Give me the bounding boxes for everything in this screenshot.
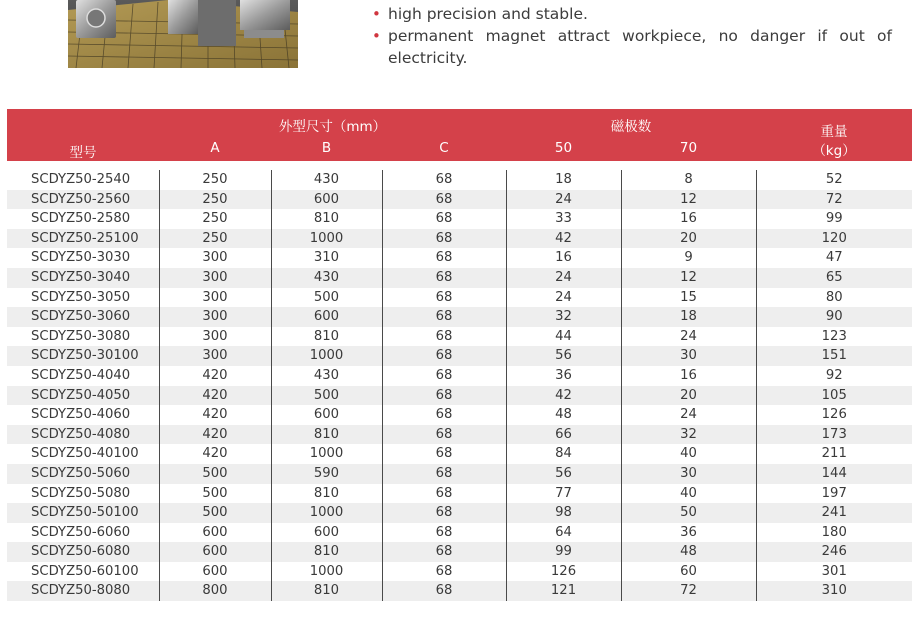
cell-c: 68: [382, 190, 506, 210]
cell-b: 310: [271, 248, 382, 268]
cell-weight: 80: [756, 288, 912, 308]
cell-model: SCDYZ50-40100: [7, 444, 159, 464]
cell-c: 68: [382, 581, 506, 601]
feature-list: [372, 3, 892, 69]
cell-p70: 16: [621, 366, 756, 386]
cell-c: 68: [382, 503, 506, 523]
cell-model: SCDYZ50-2560: [7, 190, 159, 210]
weight-header: [756, 109, 912, 161]
feature-text: permanent magnet attract workpiece, no danger if out of electricity.: [388, 27, 892, 67]
cell-a: 420: [159, 366, 271, 386]
cell-p70: 72: [621, 581, 756, 601]
cell-p50: 64: [506, 523, 621, 543]
cell-p70: 15: [621, 288, 756, 308]
cell-c: 68: [382, 307, 506, 327]
cell-a: 500: [159, 503, 271, 523]
magnetic-chuck-image: [68, 0, 298, 68]
cell-a: 300: [159, 346, 271, 366]
feature-item: [372, 3, 892, 25]
cell-p70: 50: [621, 503, 756, 523]
cell-a: 300: [159, 248, 271, 268]
cell-a: 500: [159, 464, 271, 484]
cell-p50: 48: [506, 405, 621, 425]
cell-a: 250: [159, 190, 271, 210]
dimensions-header: 外型尺寸（mm）: [159, 109, 506, 135]
cell-model: SCDYZ50-2580: [7, 209, 159, 229]
cell-b: 430: [271, 170, 382, 190]
cell-p50: 24: [506, 190, 621, 210]
cell-b: 600: [271, 190, 382, 210]
cell-model: SCDYZ50-8080: [7, 581, 159, 601]
cell-a: 800: [159, 581, 271, 601]
cell-model: SCDYZ50-5080: [7, 484, 159, 504]
cell-a: 300: [159, 327, 271, 347]
cell-model: SCDYZ50-4060: [7, 405, 159, 425]
cell-p50: 32: [506, 307, 621, 327]
cell-p50: 66: [506, 425, 621, 445]
cell-p50: 121: [506, 581, 621, 601]
cell-a: 420: [159, 405, 271, 425]
cell-c: 68: [382, 209, 506, 229]
cell-p70: 24: [621, 327, 756, 347]
poles-header: 磁极数: [506, 109, 756, 135]
cell-b: 590: [271, 464, 382, 484]
cell-p70: 32: [621, 425, 756, 445]
feature-text: high precision and stable.: [388, 5, 588, 23]
cell-c: 68: [382, 268, 506, 288]
cell-weight: 211: [756, 444, 912, 464]
cell-weight: 120: [756, 229, 912, 249]
cell-b: 810: [271, 484, 382, 504]
cell-c: 68: [382, 229, 506, 249]
cell-c: 68: [382, 366, 506, 386]
table-spacer: [7, 161, 912, 170]
cell-b: 810: [271, 581, 382, 601]
cell-model: SCDYZ50-25100: [7, 229, 159, 249]
cell-weight: 105: [756, 386, 912, 406]
spacer-cell: [7, 161, 912, 170]
cell-weight: 47: [756, 248, 912, 268]
cell-a: 600: [159, 523, 271, 543]
table-row: [7, 484, 912, 504]
cell-a: 300: [159, 268, 271, 288]
cell-weight: 92: [756, 366, 912, 386]
cell-weight: 310: [756, 581, 912, 601]
cell-model: SCDYZ50-5060: [7, 464, 159, 484]
cell-weight: 241: [756, 503, 912, 523]
cell-weight: 52: [756, 170, 912, 190]
cell-p70: 8: [621, 170, 756, 190]
cell-p50: 24: [506, 288, 621, 308]
cell-p70: 24: [621, 405, 756, 425]
spec-table: [7, 109, 912, 601]
table-row: [7, 248, 912, 268]
cell-a: 420: [159, 425, 271, 445]
table-row: [7, 425, 912, 445]
cell-c: 68: [382, 425, 506, 445]
cell-c: 68: [382, 542, 506, 562]
cell-p70: 9: [621, 248, 756, 268]
table-row: [7, 562, 912, 582]
table-body: [7, 161, 912, 601]
cell-model: SCDYZ50-4040: [7, 366, 159, 386]
cell-b: 810: [271, 209, 382, 229]
cell-p70: 30: [621, 464, 756, 484]
cell-b: 1000: [271, 346, 382, 366]
cell-p70: 40: [621, 484, 756, 504]
cell-weight: 126: [756, 405, 912, 425]
cell-c: 68: [382, 386, 506, 406]
cell-p50: 98: [506, 503, 621, 523]
cell-p50: 126: [506, 562, 621, 582]
col-70-header: 70: [621, 135, 756, 161]
table-row: [7, 523, 912, 543]
cell-p70: 20: [621, 229, 756, 249]
cell-p50: 56: [506, 464, 621, 484]
cell-p50: 16: [506, 248, 621, 268]
cell-p70: 18: [621, 307, 756, 327]
cell-c: 68: [382, 170, 506, 190]
cell-weight: 173: [756, 425, 912, 445]
cell-weight: 144: [756, 464, 912, 484]
cell-model: SCDYZ50-3050: [7, 288, 159, 308]
cell-b: 1000: [271, 503, 382, 523]
cell-b: 430: [271, 366, 382, 386]
table-row: [7, 444, 912, 464]
cell-p50: 42: [506, 386, 621, 406]
cell-p50: 84: [506, 444, 621, 464]
cell-p70: 60: [621, 562, 756, 582]
cell-weight: 65: [756, 268, 912, 288]
cell-c: 68: [382, 405, 506, 425]
cell-b: 600: [271, 523, 382, 543]
weight-label: 重量: [820, 124, 848, 140]
cell-p50: 24: [506, 268, 621, 288]
cell-a: 300: [159, 307, 271, 327]
cell-b: 1000: [271, 562, 382, 582]
table-row: [7, 229, 912, 249]
cell-model: SCDYZ50-3060: [7, 307, 159, 327]
cell-weight: 246: [756, 542, 912, 562]
cell-a: 500: [159, 484, 271, 504]
cell-b: 1000: [271, 229, 382, 249]
cell-p50: 99: [506, 542, 621, 562]
cell-p50: 42: [506, 229, 621, 249]
cell-p50: 18: [506, 170, 621, 190]
cell-model: SCDYZ50-6060: [7, 523, 159, 543]
cell-c: 68: [382, 562, 506, 582]
cell-c: 68: [382, 484, 506, 504]
cell-a: 250: [159, 209, 271, 229]
cell-c: 68: [382, 346, 506, 366]
cell-p50: 36: [506, 366, 621, 386]
cell-b: 500: [271, 386, 382, 406]
cell-model: SCDYZ50-50100: [7, 503, 159, 523]
table-row: [7, 542, 912, 562]
cell-weight: 72: [756, 190, 912, 210]
table-row: [7, 327, 912, 347]
cell-model: SCDYZ50-4080: [7, 425, 159, 445]
cell-p70: 48: [621, 542, 756, 562]
cell-c: 68: [382, 523, 506, 543]
col-c-header: C: [382, 135, 506, 161]
table-row: [7, 346, 912, 366]
cell-b: 810: [271, 327, 382, 347]
cell-model: SCDYZ50-3040: [7, 268, 159, 288]
cell-a: 250: [159, 229, 271, 249]
table-row: [7, 190, 912, 210]
cell-weight: 90: [756, 307, 912, 327]
table-row: [7, 307, 912, 327]
cell-p70: 36: [621, 523, 756, 543]
product-photo: [68, 0, 298, 68]
table-row: [7, 170, 912, 190]
cell-p50: 33: [506, 209, 621, 229]
cell-c: 68: [382, 248, 506, 268]
table-row: [7, 464, 912, 484]
table-row: [7, 503, 912, 523]
cell-a: 420: [159, 386, 271, 406]
cell-weight: 197: [756, 484, 912, 504]
cell-b: 600: [271, 307, 382, 327]
cell-p70: 20: [621, 386, 756, 406]
cell-p50: 44: [506, 327, 621, 347]
cell-c: 68: [382, 444, 506, 464]
cell-p50: 77: [506, 484, 621, 504]
cell-weight: 99: [756, 209, 912, 229]
cell-p70: 30: [621, 346, 756, 366]
cell-weight: 151: [756, 346, 912, 366]
col-a-header: A: [159, 135, 271, 161]
cell-model: SCDYZ50-30100: [7, 346, 159, 366]
cell-a: 420: [159, 444, 271, 464]
table-row: [7, 581, 912, 601]
cell-model: SCDYZ50-3030: [7, 248, 159, 268]
cell-b: 810: [271, 542, 382, 562]
cell-a: 300: [159, 288, 271, 308]
table-row: [7, 209, 912, 229]
cell-model: SCDYZ50-3080: [7, 327, 159, 347]
cell-p50: 56: [506, 346, 621, 366]
cell-model: SCDYZ50-60100: [7, 562, 159, 582]
cell-weight: 180: [756, 523, 912, 543]
cell-b: 1000: [271, 444, 382, 464]
cell-b: 600: [271, 405, 382, 425]
table-row: [7, 405, 912, 425]
bullet-icon: •: [372, 27, 381, 45]
table-row: [7, 288, 912, 308]
col-b-header: B: [271, 135, 382, 161]
cell-p70: 12: [621, 190, 756, 210]
cell-weight: 301: [756, 562, 912, 582]
cell-b: 430: [271, 268, 382, 288]
cell-p70: 12: [621, 268, 756, 288]
table-row: [7, 386, 912, 406]
table-header-row: [7, 109, 912, 135]
cell-model: SCDYZ50-6080: [7, 542, 159, 562]
cell-c: 68: [382, 327, 506, 347]
feature-item: [372, 25, 892, 69]
cell-weight: 123: [756, 327, 912, 347]
cell-c: 68: [382, 288, 506, 308]
cell-a: 250: [159, 170, 271, 190]
cell-model: SCDYZ50-4050: [7, 386, 159, 406]
bullet-icon: •: [372, 5, 381, 23]
cell-p70: 40: [621, 444, 756, 464]
cell-a: 600: [159, 542, 271, 562]
weight-unit: （kg）: [812, 143, 856, 159]
cell-b: 500: [271, 288, 382, 308]
table-row: [7, 366, 912, 386]
cell-a: 600: [159, 562, 271, 582]
cell-model: SCDYZ50-2540: [7, 170, 159, 190]
table-row: [7, 268, 912, 288]
col-50-header: 50: [506, 135, 621, 161]
model-header: 型号: [7, 109, 159, 161]
cell-p70: 16: [621, 209, 756, 229]
cell-c: 68: [382, 464, 506, 484]
cell-b: 810: [271, 425, 382, 445]
